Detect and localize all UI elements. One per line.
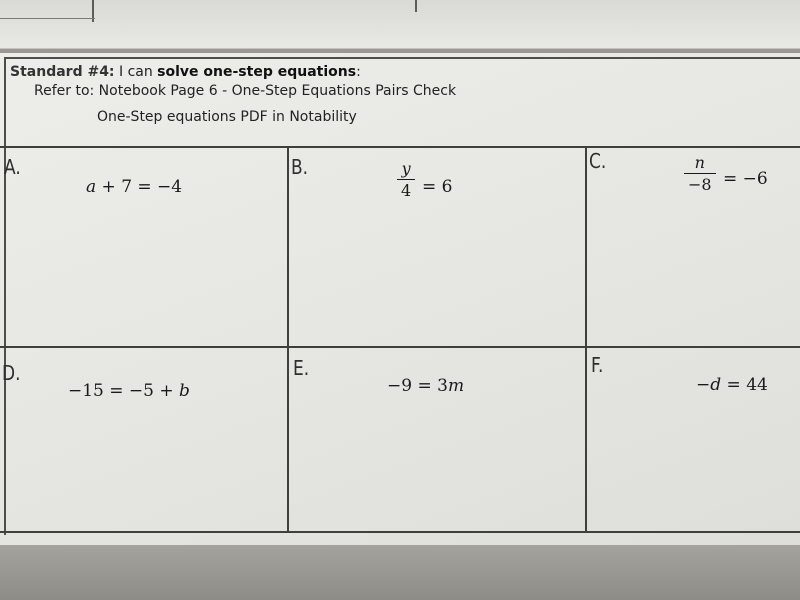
eq-b-denominator: 4 (401, 181, 412, 200)
problem-letter-d: D. (2, 361, 21, 385)
grid-vertical-line-2 (585, 146, 587, 533)
eq-b-fraction-bar (397, 179, 415, 180)
previous-worksheet-section (0, 0, 800, 49)
eq-f-var: d (710, 375, 722, 395)
equation-b-fraction (397, 159, 415, 200)
eq-e-var: m (447, 376, 465, 396)
previous-grid-line (0, 18, 95, 19)
standard-text-bold: solve one-step equations (157, 64, 357, 80)
grid-bottom-line (0, 531, 800, 533)
equation-d (68, 381, 190, 401)
eq-b-numerator: y (401, 159, 411, 178)
problem-letter-a: A. (4, 155, 21, 179)
equation-c-rhs: = −6 (723, 169, 768, 189)
equation-c-fraction (684, 153, 716, 194)
standard-text-post: : (356, 64, 361, 80)
equation-e (387, 376, 464, 396)
equation-b-rhs: = 6 (422, 177, 453, 197)
standard-heading (10, 64, 361, 80)
desk-bottom (0, 545, 800, 600)
grid-middle-line (0, 346, 800, 348)
problem-letter-c: C. (589, 149, 607, 173)
eq-c-denominator: −8 (688, 175, 712, 194)
pdf-reference-line: One-Step equations PDF in Notability (97, 109, 357, 125)
eq-e-rest: −9 = 3 (387, 376, 448, 396)
grid-vertical-line-1 (287, 146, 289, 533)
eq-d-var: b (179, 381, 190, 401)
problem-letter-e: E. (293, 356, 310, 380)
refer-to-line: Refer to: Notebook Page 6 - One-Step Equations Pairs Check (34, 83, 457, 99)
worksheet-border (4, 57, 800, 535)
eq-d-rest: −15 = −5 + (68, 381, 180, 401)
equation-a (86, 177, 182, 197)
eq-f-minus: − (696, 375, 711, 395)
equation-f (696, 375, 768, 395)
problem-letter-f: F. (591, 353, 604, 377)
eq-a-rest: + 7 = −4 (96, 177, 183, 197)
eq-c-fraction-bar (684, 173, 716, 174)
standard-text-pre: I can (118, 64, 158, 80)
eq-a-var: a (86, 177, 97, 197)
eq-f-rest: = 44 (721, 375, 768, 395)
grid-top-line (0, 146, 800, 148)
standard-label: Standard #4: (10, 64, 115, 80)
previous-grid-line (415, 0, 417, 12)
eq-c-numerator: n (694, 153, 705, 172)
worksheet (0, 53, 800, 545)
problem-letter-b: B. (291, 155, 309, 179)
